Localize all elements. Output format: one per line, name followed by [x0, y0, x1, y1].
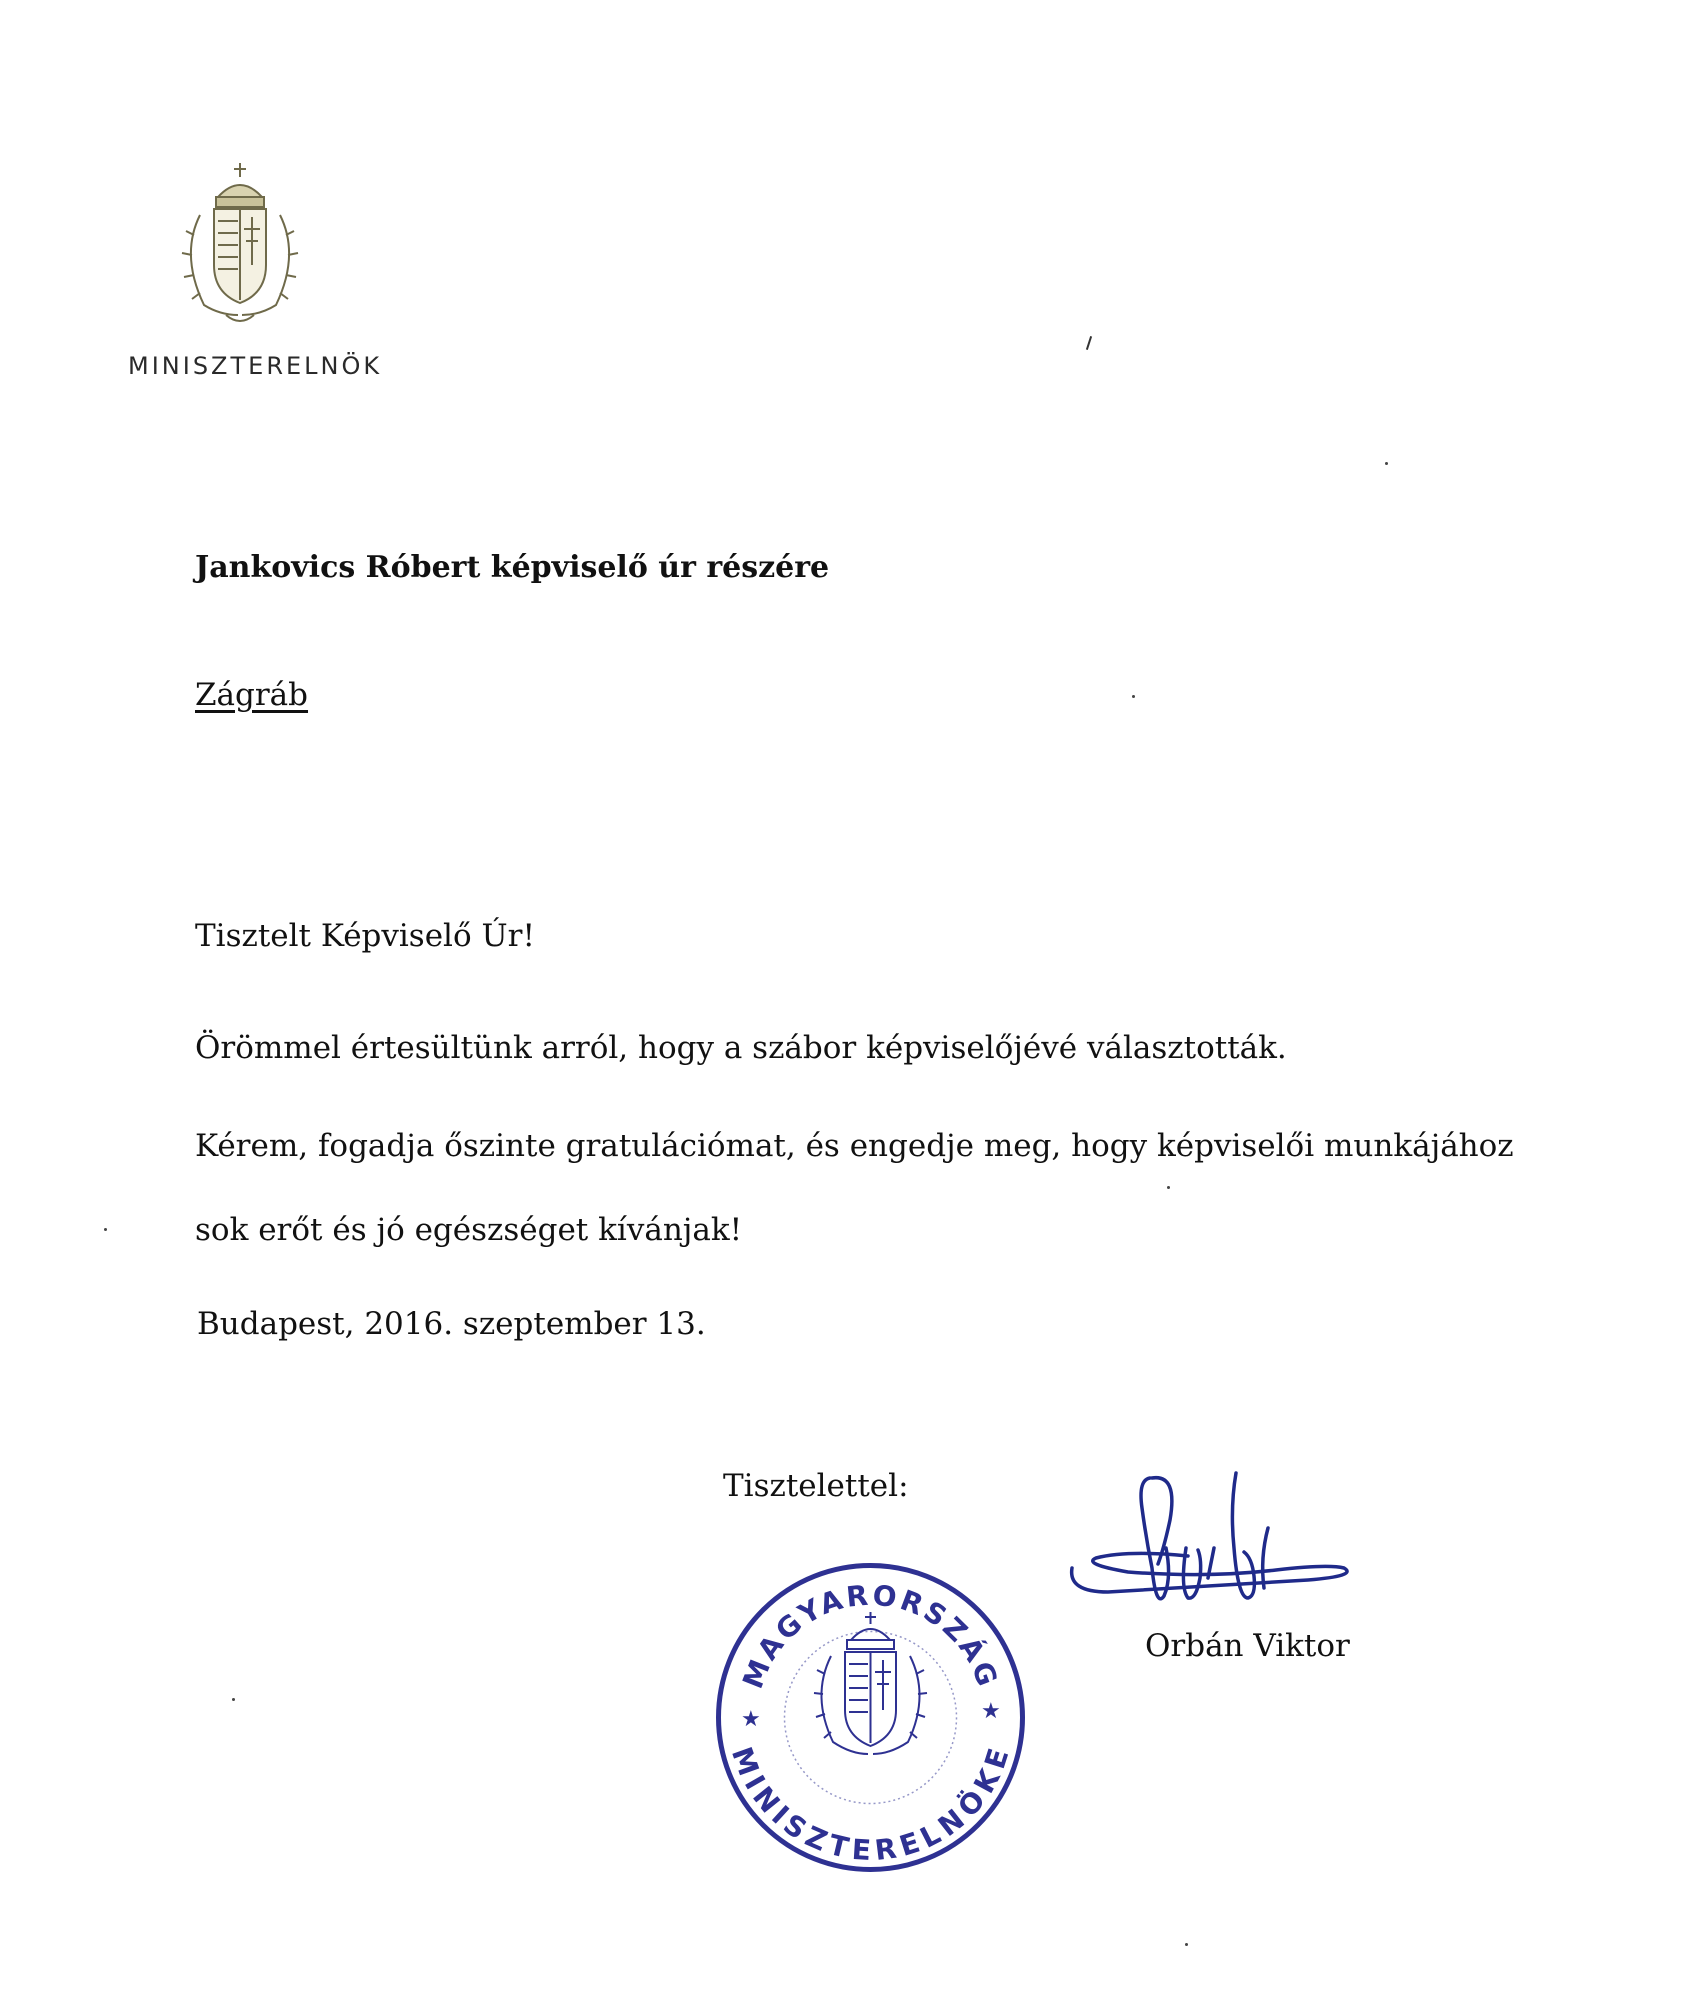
signature-icon — [1068, 1468, 1363, 1633]
paragraph-2-line-1: Kérem, fogadja őszinte gratulációmat, és engedje meg, hogy képviselői munkájához — [195, 1128, 1514, 1164]
scan-speck — [1167, 1186, 1170, 1189]
scan-speck — [1385, 462, 1388, 465]
date-line: Budapest, 2016. szeptember 13. — [197, 1306, 706, 1342]
recipient-line: Jankovics Róbert képviselő úr részére — [195, 550, 830, 585]
scan-speck — [1185, 1943, 1188, 1946]
svg-text:★: ★ — [741, 1707, 761, 1732]
recipient-city: Zágráb — [195, 677, 309, 713]
seal-top-text: MAGYARORSZÁG — [736, 1578, 1005, 1694]
scan-speck — [1086, 336, 1092, 350]
scan-speck — [104, 1228, 107, 1231]
scan-speck — [1132, 695, 1135, 698]
svg-text:★: ★ — [981, 1699, 1001, 1724]
paragraph-2-line-2: sok erőt és jó egészséget kívánjak! — [195, 1212, 743, 1248]
salutation: Tisztelt Képviselő Úr! — [195, 918, 535, 954]
scan-speck — [232, 1698, 235, 1701]
paragraph-1: Örömmel értesültünk arról, hogy a szábor képviselőjévé választották. — [195, 1030, 1287, 1066]
signer-name: Orbán Viktor — [1145, 1628, 1350, 1664]
svg-text:MINISZTERELNÖKE — [725, 1743, 1016, 1867]
coat-of-arms-icon — [160, 155, 320, 330]
closing-phrase: Tisztelettel: — [723, 1468, 909, 1504]
official-seal-icon — [713, 1560, 1028, 1875]
seal-bottom-text: MINISZTERELNÖKE — [724, 1742, 1016, 1868]
ministry-label: MINISZTERELNÖK — [128, 352, 383, 380]
